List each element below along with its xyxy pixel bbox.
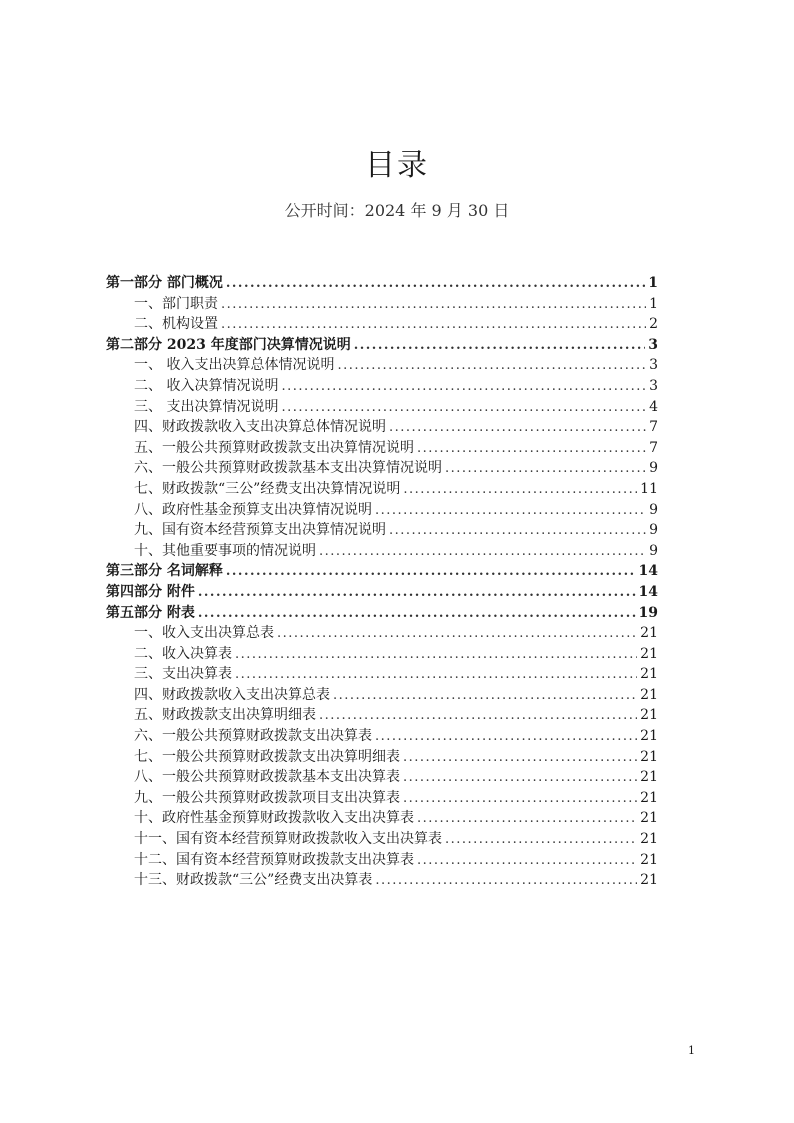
toc-entry-page: 21 [640, 728, 658, 745]
toc-entry-label: 八、一般公共预算财政拨款基本支出决算表 [134, 769, 400, 786]
toc-section-entry[interactable] [106, 622, 658, 643]
toc-section-entry[interactable] [106, 766, 658, 787]
toc-entry-page: 1 [648, 275, 658, 291]
toc-section-entry[interactable] [106, 869, 658, 890]
publish-date: 公开时间：2024 年 9 月 30 日 [284, 201, 510, 220]
toc-entry-page: 21 [640, 769, 658, 786]
toc-entry-page: 14 [638, 583, 658, 600]
toc-entry-label: 九、国有资本经营预算支出决算情况说明 [134, 522, 386, 539]
toc-part-entry[interactable] [106, 272, 658, 293]
toc-section-entry[interactable] [106, 704, 658, 725]
toc-entry-page: 21 [640, 707, 658, 724]
toc-dot-leader [403, 482, 637, 497]
toc-entry-page: 21 [640, 810, 658, 827]
toc-entry-label: 十、其他重要事项的情况说明 [134, 542, 316, 559]
toc-entry-label: 九、一般公共预算财政拨款项目支出决算表 [134, 789, 400, 806]
toc-part-entry[interactable] [106, 602, 658, 623]
toc-entry-label: 四、财政拨款收入支出决算总表 [134, 686, 330, 703]
toc-section-entry[interactable] [106, 663, 658, 684]
toc-entry-page: 3 [649, 357, 658, 374]
toc-dot-leader [354, 338, 646, 353]
toc-entry-label: 第四部分 附件 [106, 583, 195, 600]
toc-entry-label: 五、一般公共预算财政拨款支出决算情况说明 [134, 439, 414, 456]
toc-section-entry[interactable] [106, 684, 658, 705]
toc-section-entry[interactable] [106, 746, 658, 767]
toc-dot-leader [281, 400, 646, 415]
toc-entry-label: 四、财政拨款收入支出决算总体情况说明 [134, 419, 386, 436]
toc-section-entry[interactable] [106, 375, 658, 396]
toc-entry-label: 七、一般公共预算财政拨款支出决算明细表 [134, 748, 400, 765]
toc-section-entry[interactable] [106, 396, 658, 417]
toc-section-entry[interactable] [106, 725, 658, 746]
toc-entry-label: 八、政府性基金预算支出决算情况说明 [134, 501, 372, 518]
toc-dot-leader [417, 853, 637, 868]
toc-section-entry[interactable] [106, 787, 658, 808]
toc-section-entry[interactable] [106, 807, 658, 828]
table-of-contents [106, 272, 658, 890]
toc-dot-leader [417, 441, 646, 456]
toc-entry-label: 十、政府性基金预算财政拨款收入支出决算表 [134, 810, 414, 827]
toc-dot-leader [221, 297, 646, 312]
toc-dot-leader [281, 379, 646, 394]
toc-dot-leader [417, 811, 637, 826]
toc-entry-page: 14 [638, 563, 658, 580]
toc-section-entry[interactable] [106, 519, 658, 540]
toc-entry-page: 21 [640, 748, 658, 765]
toc-entry-label: 六、一般公共预算财政拨款支出决算表 [134, 728, 372, 745]
toc-entry-label: 一、收入支出决算总表 [134, 625, 274, 642]
toc-entry-page: 4 [649, 398, 658, 415]
toc-entry-page: 21 [640, 789, 658, 806]
toc-dot-leader [445, 832, 637, 847]
toc-entry-page: 7 [649, 439, 658, 456]
toc-entry-label: 第三部分 名词解释 [106, 563, 223, 580]
toc-entry-page: 3 [649, 377, 658, 394]
toc-entry-page: 7 [649, 419, 658, 436]
toc-entry-label: 一、部门职责 [134, 295, 218, 312]
toc-entry-label: 十一、国有资本经营预算财政拨款收入支出决算表 [134, 831, 442, 848]
toc-dot-leader [235, 667, 637, 682]
toc-entry-page: 21 [640, 666, 658, 683]
toc-entry-page: 9 [649, 522, 658, 539]
toc-entry-page: 21 [640, 686, 658, 703]
toc-entry-page: 19 [638, 604, 658, 621]
toc-dot-leader [319, 544, 646, 559]
toc-part-entry[interactable] [106, 334, 658, 355]
toc-part-entry[interactable] [106, 560, 658, 581]
toc-dot-leader [389, 523, 646, 538]
toc-entry-page: 1 [649, 295, 658, 312]
toc-entry-label: 二、收入决算表 [134, 645, 232, 662]
toc-entry-label: 七、财政拨款“三公”经费支出决算情况说明 [134, 480, 401, 497]
toc-entry-label: 三、支出决算表 [134, 666, 232, 683]
toc-entry-page: 2 [649, 316, 658, 333]
toc-section-entry[interactable] [106, 478, 658, 499]
toc-entry-page: 9 [649, 501, 658, 518]
toc-section-entry[interactable] [106, 643, 658, 664]
toc-entry-label: 第五部分 附表 [106, 604, 195, 621]
toc-entry-page: 21 [640, 831, 658, 848]
toc-entry-label: 一、 收入支出决算总体情况说明 [134, 357, 335, 374]
toc-dot-leader [333, 688, 637, 703]
toc-dot-leader [375, 873, 637, 888]
toc-dot-leader [403, 791, 637, 806]
toc-dot-leader [198, 606, 636, 621]
toc-section-entry[interactable] [106, 499, 658, 520]
toc-dot-leader [198, 585, 636, 600]
toc-section-entry[interactable] [106, 828, 658, 849]
toc-dot-leader [403, 750, 637, 765]
page-number: 1 [688, 1044, 695, 1057]
toc-entry-label: 六、一般公共预算财政拨款基本支出决算情况说明 [134, 460, 442, 477]
toc-entry-page: 9 [649, 542, 658, 559]
toc-entry-label: 二、机构设置 [134, 316, 218, 333]
toc-dot-leader [337, 358, 646, 373]
toc-dot-leader [226, 276, 645, 291]
toc-dot-leader [235, 647, 637, 662]
toc-entry-page: 9 [649, 460, 658, 477]
toc-section-entry[interactable] [106, 416, 658, 437]
toc-entry-page: 21 [640, 851, 658, 868]
toc-entry-page: 11 [640, 480, 658, 497]
toc-entry-label: 十二、国有资本经营预算财政拨款支出决算表 [134, 851, 414, 868]
toc-entry-label: 第一部分 部门概况 [106, 275, 223, 291]
toc-dot-leader [319, 708, 637, 723]
toc-dot-leader [375, 729, 637, 744]
toc-entry-label: 三、 支出决算情况说明 [134, 398, 279, 415]
toc-part-entry[interactable] [106, 581, 658, 602]
toc-dot-leader [375, 503, 646, 518]
document-title: 目录 [365, 148, 429, 183]
toc-section-entry[interactable] [106, 437, 658, 458]
toc-entry-label: 二、 收入决算情况说明 [134, 377, 279, 394]
toc-entry-page: 21 [640, 872, 658, 889]
toc-entry-label: 第二部分 2023 年度部门决算情况说明 [106, 336, 351, 353]
toc-section-entry[interactable] [106, 313, 658, 334]
toc-section-entry[interactable] [106, 354, 658, 375]
toc-section-entry[interactable] [106, 293, 658, 314]
toc-entry-page: 21 [640, 645, 658, 662]
toc-section-entry[interactable] [106, 540, 658, 561]
toc-section-entry[interactable] [106, 457, 658, 478]
toc-dot-leader [221, 317, 646, 332]
toc-section-entry[interactable] [106, 849, 658, 870]
toc-dot-leader [226, 564, 636, 579]
toc-entry-label: 十三、财政拨款“三公”经费支出决算表 [134, 872, 373, 889]
toc-entry-page: 3 [648, 336, 658, 353]
toc-entry-label: 五、财政拨款支出决算明细表 [134, 707, 316, 724]
toc-dot-leader [277, 626, 637, 641]
toc-dot-leader [445, 461, 646, 476]
toc-dot-leader [403, 770, 637, 785]
toc-entry-page: 21 [640, 625, 658, 642]
toc-dot-leader [389, 420, 646, 435]
